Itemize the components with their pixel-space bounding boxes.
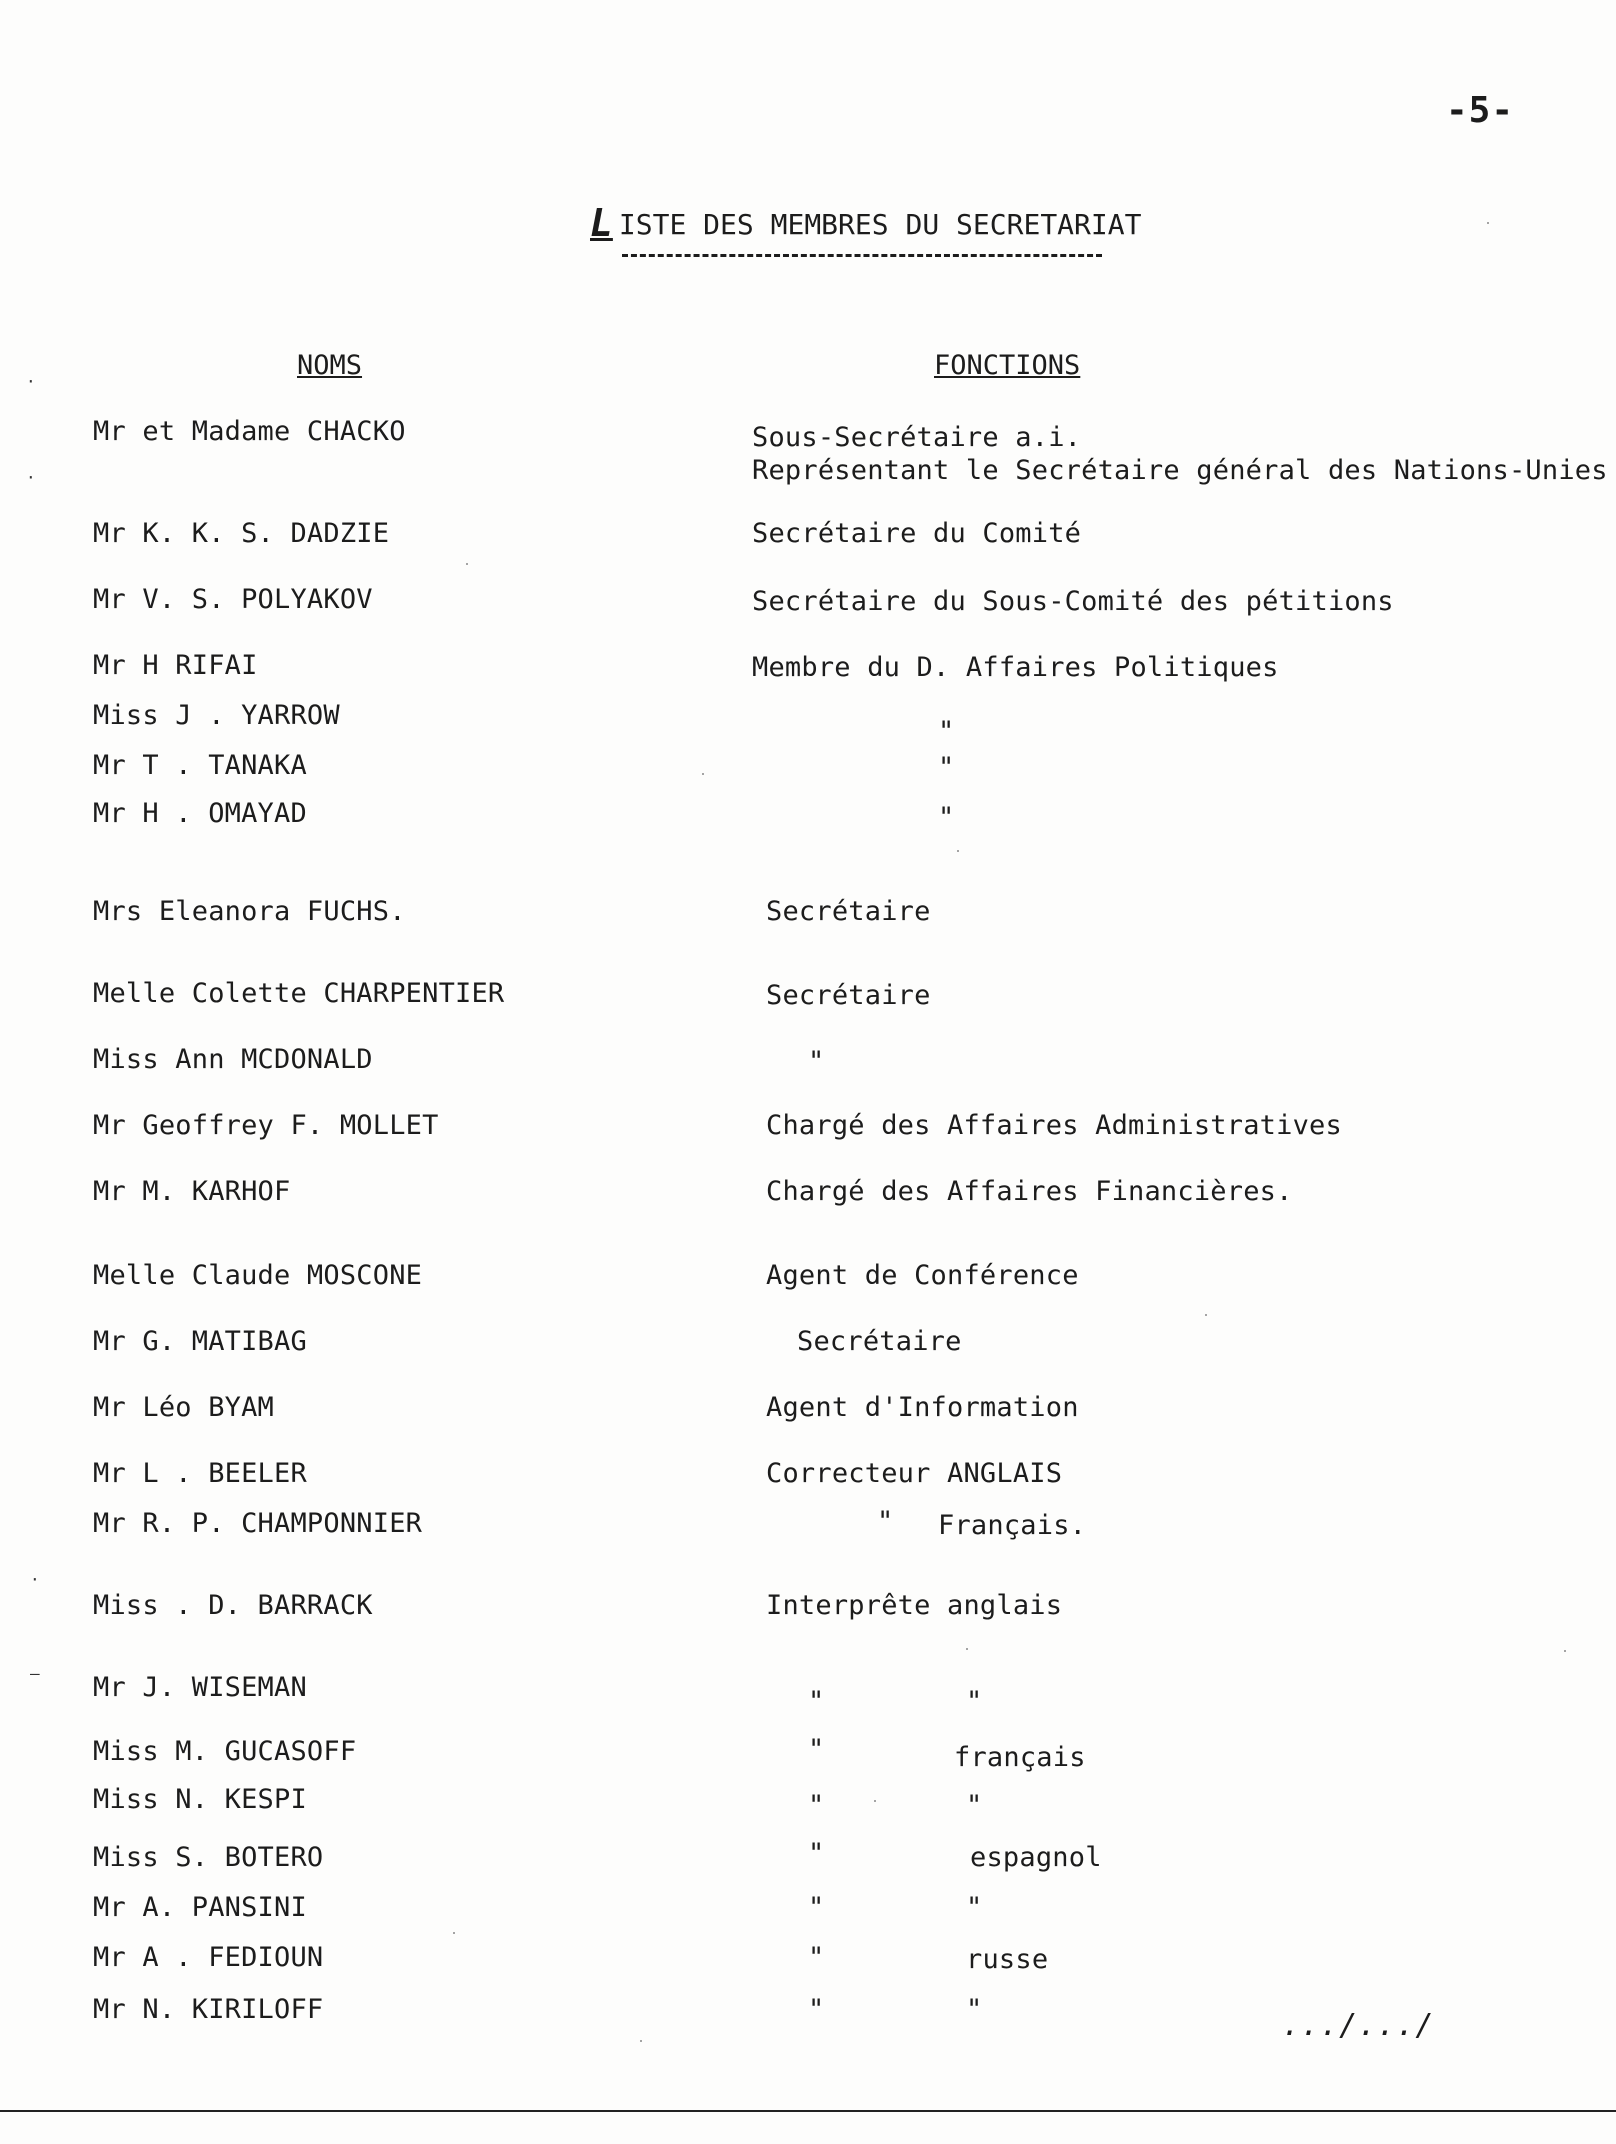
member-function-ditto: " (808, 1994, 825, 2025)
member-language-ditto: " (966, 1686, 983, 1717)
member-function-ditto: " (938, 802, 955, 833)
member-function: Interprête anglais (766, 1590, 1063, 1621)
scan-speck (874, 1800, 876, 1802)
member-function-ditto: " (808, 1838, 825, 1869)
member-function: Correcteur ANGLAIS (766, 1458, 1063, 1489)
member-name: Mr J. WISEMAN (93, 1672, 307, 1703)
member-name: Mr T . TANAKA (93, 750, 307, 781)
member-name: Miss S. BOTERO (93, 1842, 324, 1873)
scan-speck (957, 850, 959, 852)
member-name: Miss . D. BARRACK (93, 1590, 373, 1621)
member-function: Agent d'Information (766, 1392, 1079, 1423)
member-function: Chargé des Affaires Financières. (766, 1176, 1293, 1207)
member-name: Mr A . FEDIOUN (93, 1942, 324, 1973)
names-column-header: NOMS (297, 350, 363, 381)
member-function: Secrétaire du Sous-Comité des pétitions (752, 586, 1394, 617)
scan-speck (453, 1932, 455, 1934)
member-function-ditto: " (877, 1506, 894, 1537)
member-function: Sous-Secrétaire a.i. (752, 422, 1082, 453)
member-function-language: français (954, 1742, 1086, 1773)
member-function-ditto: " (808, 1686, 825, 1717)
member-name: Miss M. GUCASOFF (93, 1736, 357, 1767)
scan-speck (1564, 1650, 1566, 1652)
member-language-ditto: " (966, 1790, 983, 1821)
title-underline (622, 254, 1102, 257)
member-function: Secrétaire (797, 1326, 962, 1357)
scan-speck (1487, 222, 1489, 224)
page-number: -5- (1446, 90, 1515, 131)
member-name: Melle Colette CHARPENTIER (93, 978, 505, 1009)
scan-mark: · (26, 372, 36, 391)
member-function: Agent de Conférence (766, 1260, 1079, 1291)
page-title (590, 201, 1142, 245)
member-name: Mr Geoffrey F. MOLLET (93, 1110, 439, 1141)
scan-speck (640, 2040, 642, 2042)
member-name: Miss Ann MCDONALD (93, 1044, 373, 1075)
member-language-ditto: " (966, 1892, 983, 1923)
member-function-ditto: " (808, 1892, 825, 1923)
member-function: Secrétaire (766, 896, 931, 927)
member-name: Mr Léo BYAM (93, 1392, 275, 1423)
scan-speck (702, 773, 704, 775)
continuation-mark: .../.../ (1282, 2008, 1435, 2043)
member-name: Melle Claude MOSCONE (93, 1260, 423, 1291)
member-name: Mr K. K. S. DADZIE (93, 518, 390, 549)
member-function-language: russe (966, 1944, 1049, 1975)
title-text: ISTE DES MEMBRES DU SECRETARIAT (618, 208, 1142, 241)
member-function: Membre du D. Affaires Politiques (752, 652, 1279, 683)
member-function-ditto: " (808, 1734, 825, 1765)
scan-speck (1205, 1314, 1207, 1316)
scan-mark: · (26, 468, 36, 487)
member-language-ditto: " (966, 1994, 983, 2025)
member-name: Mr A. PANSINI (93, 1892, 307, 1923)
member-function: Chargé des Affaires Administratives (766, 1110, 1342, 1141)
functions-column-header: FONCTIONS (934, 350, 1081, 381)
member-name: Mr M. KARHOF (93, 1176, 291, 1207)
member-function-ditto: " (808, 1790, 825, 1821)
title-initial: L (590, 201, 613, 245)
bottom-rule (0, 2110, 1616, 2112)
scan-mark: · (30, 1570, 40, 1589)
member-name: Mr R. P. CHAMPONNIER (93, 1508, 423, 1539)
member-name: Mrs Eleanora FUCHS. (93, 896, 406, 927)
scan-speck (466, 563, 468, 565)
member-function-line2: Représentant le Secrétaire général des Nations-Unies (752, 455, 1608, 486)
member-name: Miss N. KESPI (93, 1784, 307, 1815)
member-name: Mr H . OMAYAD (93, 798, 307, 829)
member-function: Secrétaire du Comité (752, 518, 1082, 549)
member-name: Mr L . BEELER (93, 1458, 307, 1489)
member-name: Mr G. MATIBAG (93, 1326, 307, 1357)
member-name: Mr et Madame CHACKO (93, 416, 406, 447)
member-function-ditto: " (808, 1046, 825, 1077)
member-function-ditto: " (808, 1942, 825, 1973)
member-function-language: Français. (938, 1510, 1087, 1541)
scan-speck (966, 1648, 968, 1650)
member-name: Mr N. KIRILOFF (93, 1994, 324, 2025)
member-name: Miss J . YARROW (93, 700, 340, 731)
member-function: Secrétaire (766, 980, 931, 1011)
member-name: Mr V. S. POLYAKOV (93, 584, 373, 615)
scan-mark: – (30, 1664, 40, 1683)
member-name: Mr H RIFAI (93, 650, 258, 681)
member-function-ditto: " (938, 752, 955, 783)
member-function-language: espagnol (970, 1842, 1102, 1873)
member-function-ditto: " (938, 716, 955, 747)
